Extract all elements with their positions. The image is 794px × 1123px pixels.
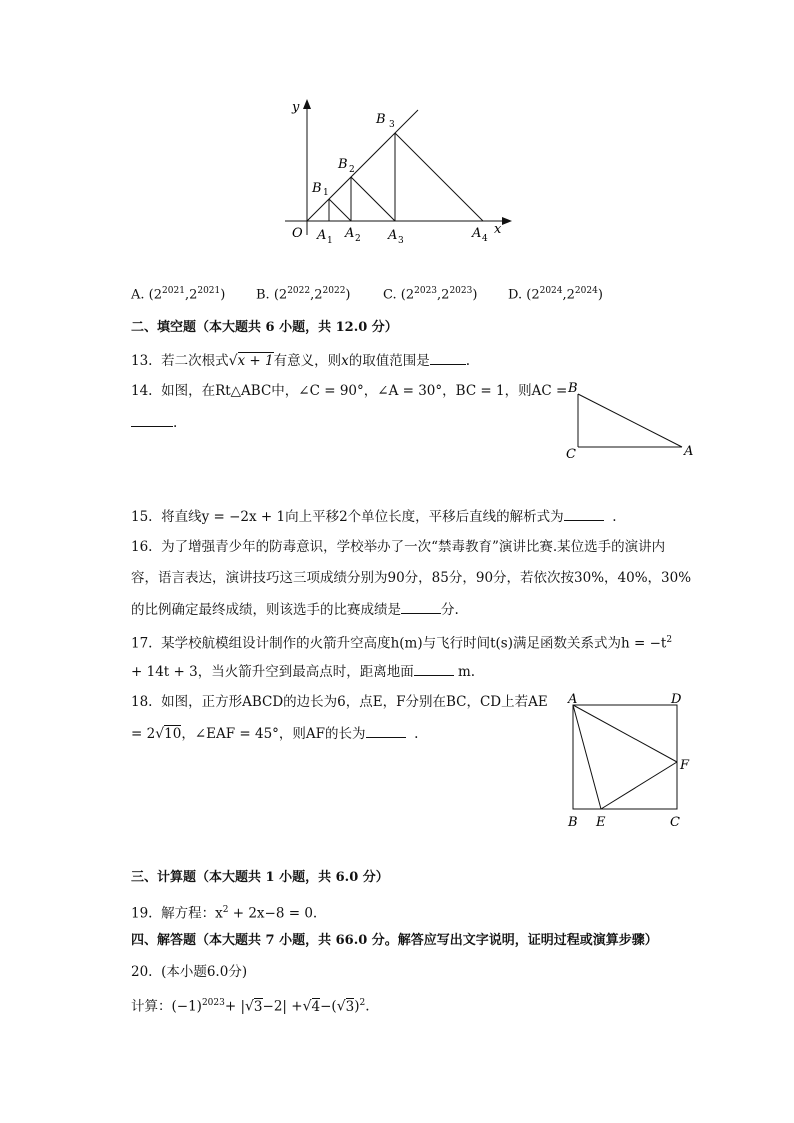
question-16-line-1: 16. 为了增强青少年的防毒意识，学校举办了一次“禁毒教育”演讲比赛.某位选手的演讲内 xyxy=(131,539,666,555)
question-20: 20. (本小题6.0分) xyxy=(131,964,248,980)
svg-text:A: A xyxy=(568,692,578,707)
answer-blank[interactable] xyxy=(366,723,406,738)
svg-text:C: C xyxy=(566,447,576,462)
svg-text:B: B xyxy=(312,181,322,196)
question-18-line-1: 18. 如图，正方形ABCD的边长为6，点E，F分别在BC，CD上若AE xyxy=(131,694,548,710)
question-15: 15. 将直线y = −2x + 1向上平移2个单位长度，平移后直线的解析式为 . xyxy=(131,506,617,527)
coordinate-figure xyxy=(280,95,520,250)
question-13: 13. 若二次根式√x + 1有意义，则x的取值范围是 . xyxy=(131,350,470,371)
svg-text:2: 2 xyxy=(355,234,361,244)
svg-text:B: B xyxy=(338,157,348,172)
question-16-line-3: 的比例确定最终成绩，则该选手的比赛成绩是 分. xyxy=(131,599,459,620)
section-2-heading: 二、填空题（本大题共 6 小题，共 12.0 分） xyxy=(131,320,398,335)
question-18-line-2: = 2√10，∠EAF = 45°，则AF的长为 . xyxy=(131,723,418,744)
right-triangle-figure xyxy=(560,378,700,463)
answer-blank[interactable] xyxy=(131,412,173,427)
square-figure xyxy=(560,690,700,832)
question-19: 19. 解方程：$x^2 + 2x-8 = 0$. xyxy=(131,905,318,922)
question-20-expression: 计算：$(-1)^{2023}+ |√3-2| +√4-(√3)^2$. xyxy=(131,998,370,1015)
svg-text:C: C xyxy=(670,815,680,830)
origin-label: O xyxy=(292,226,303,241)
option-b[interactable]: B. $(2^{2022},2^{2022})$ xyxy=(256,286,351,303)
question-17-line-1: 17. 某学校航模组设计制作的火箭升空高度h(m)与飞行时间t(s)满足函数关系式为$h = -t^2$ xyxy=(131,635,673,652)
option-a[interactable]: A. $(2^{2021},2^{2021})$ xyxy=(131,286,226,303)
svg-text:B: B xyxy=(568,815,578,830)
question-17-line-2: + 14t + 3，当火箭升空到最高点时，距离地面 m. xyxy=(131,661,475,682)
svg-text:2: 2 xyxy=(349,165,355,175)
question-14-answer: . xyxy=(131,412,177,433)
option-c[interactable]: C. $(2^{2023},2^{2023})$ xyxy=(383,286,478,303)
svg-text:3: 3 xyxy=(398,236,404,246)
answer-blank[interactable] xyxy=(414,661,454,676)
svg-text:3: 3 xyxy=(389,120,395,130)
svg-text:1: 1 xyxy=(323,188,329,198)
section-4-heading: 四、解答题（本大题共 7 小题，共 66.0 分。解答应写出文字说明，证明过程或演算步骤） xyxy=(131,933,658,948)
svg-text:4: 4 xyxy=(482,234,488,244)
svg-text:A: A xyxy=(345,226,355,241)
svg-text:A: A xyxy=(472,226,482,241)
question-14: 14. 如图，在Rt△ABC中，∠C = 90°，∠A = 30°，BC = 1，则AC = xyxy=(131,383,568,399)
svg-text:B: B xyxy=(376,112,386,127)
svg-text:F: F xyxy=(680,758,690,773)
svg-text:E: E xyxy=(596,815,606,830)
section-3-heading: 三、计算题（本大题共 1 小题，共 6.0 分） xyxy=(131,870,389,885)
svg-text:B: B xyxy=(568,381,578,396)
svg-text:D: D xyxy=(671,692,682,707)
answer-blank[interactable] xyxy=(564,506,604,521)
svg-text:A: A xyxy=(684,444,694,459)
svg-text:A: A xyxy=(388,228,398,243)
option-d[interactable]: D. $(2^{2024},2^{2024})$ xyxy=(508,286,603,303)
y-axis-label: y xyxy=(292,100,300,115)
answer-blank[interactable] xyxy=(401,599,441,614)
x-axis-label: x xyxy=(494,222,502,237)
svg-text:A: A xyxy=(317,228,327,243)
question-16-line-2: 容，语言表达，演讲技巧这三项成绩分别为90分，85分，90分，若依次按30%，40%，30% xyxy=(131,570,692,586)
answer-blank[interactable] xyxy=(430,350,466,365)
svg-text:1: 1 xyxy=(327,236,333,246)
